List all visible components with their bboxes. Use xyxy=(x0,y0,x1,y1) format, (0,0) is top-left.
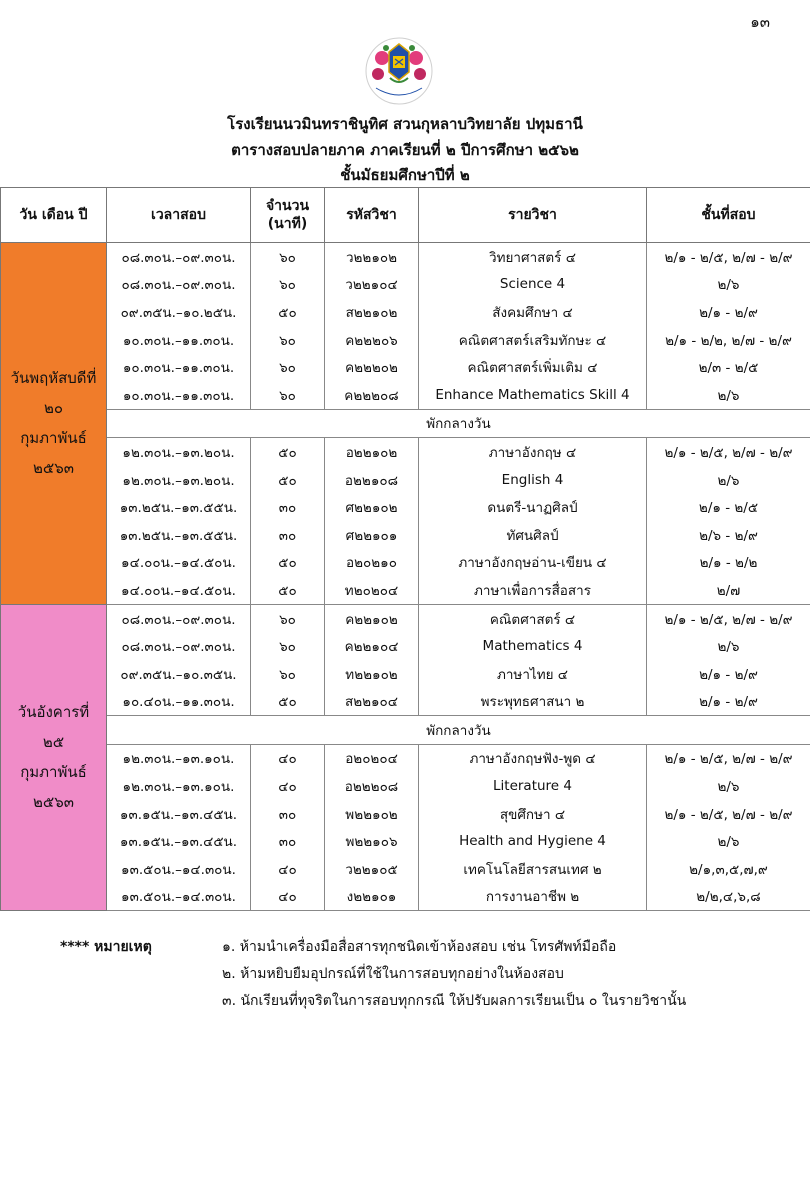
school-emblem-logo xyxy=(362,34,436,108)
cell-classes: ๒/๑ - ๒/๕, ๒/๗ - ๒/๙ xyxy=(647,604,810,632)
cell-subject: คณิตศาสตร์เสริมทักษะ ๔ xyxy=(419,326,647,354)
cell-code: ค๒๒๒๐๘ xyxy=(325,381,419,409)
cell-minutes: ๓๐ xyxy=(251,493,325,521)
cell-subject: Literature 4 xyxy=(419,772,647,800)
day-line: ๒๕ xyxy=(42,733,65,752)
lunch-break-label: พักกลางวัน xyxy=(107,409,810,438)
cell-minutes: ๖๐ xyxy=(251,632,325,660)
cell-minutes: ๕๐ xyxy=(251,298,325,326)
cell-subject: Science 4 xyxy=(419,271,647,299)
exam-schedule-table xyxy=(0,187,810,911)
cell-subject: Enhance Mathematics Skill 4 xyxy=(419,381,647,409)
cell-time: ๑๐.๓๐น.–๑๑.๓๐น. xyxy=(107,381,251,409)
day-line: วันอังคารที่ xyxy=(17,703,90,722)
cell-code: ว๒๒๑๐๔ xyxy=(325,271,419,299)
cell-code: ส๒๒๑๐๒ xyxy=(325,298,419,326)
school-name: โรงเรียนนวมินทราชินูทิศ สวนกุหลาบวิทยาลัย ปทุมธานี xyxy=(227,115,583,133)
cell-classes: ๒/๒,๔,๖,๘ xyxy=(647,883,810,911)
cell-classes: ๒/๑ - ๒/๕, ๒/๗ - ๒/๙ xyxy=(647,243,810,271)
day-line: วันพฤหัสบดีที่ xyxy=(10,369,97,388)
cell-time: ๐๙.๓๕น.–๑๐.๒๕น. xyxy=(107,298,251,326)
cell-subject: วิทยาศาสตร์ ๔ xyxy=(419,243,647,271)
table-row xyxy=(1,326,810,354)
cell-subject: ทัศนศิลป์ xyxy=(419,521,647,549)
header-subject: รายวิชา xyxy=(419,188,647,243)
table-row xyxy=(1,298,810,326)
cell-minutes: ๔๐ xyxy=(251,883,325,911)
table-row xyxy=(1,353,810,381)
cell-time: ๐๘.๓๐น.–๐๙.๓๐น. xyxy=(107,271,251,299)
cell-code: ค๒๒๒๐๒ xyxy=(325,353,419,381)
cell-classes: ๒/๖ xyxy=(647,772,810,800)
cell-code: อ๒๐๒๑๐ xyxy=(325,549,419,577)
cell-code: พ๒๒๑๐๖ xyxy=(325,827,419,855)
table-row xyxy=(1,549,810,577)
note-item: ๓. นักเรียนที่ทุจริตในการสอบทุกกรณี ให้ปรับผลการเรียนเป็น ๐ ในรายวิชานั้น xyxy=(222,993,687,1009)
header-minutes: จำนวน (นาที) xyxy=(251,188,325,243)
cell-code: ค๒๒๑๐๔ xyxy=(325,632,419,660)
break-row xyxy=(1,409,810,438)
cell-classes: ๒/๖ xyxy=(647,827,810,855)
cell-code: อ๒๒๑๐๘ xyxy=(325,466,419,494)
cell-time: ๑๒.๓๐น.–๑๓.๒๐น. xyxy=(107,438,251,466)
cell-minutes: ๕๐ xyxy=(251,688,325,716)
table-row xyxy=(1,744,810,772)
cell-code: ง๒๒๑๐๑ xyxy=(325,883,419,911)
cell-code: ค๒๒๑๐๒ xyxy=(325,604,419,632)
cell-classes: ๒/๓ - ๒/๕ xyxy=(647,353,810,381)
table-row xyxy=(1,576,810,604)
cell-subject: การงานอาชีพ ๒ xyxy=(419,883,647,911)
cell-time: ๐๘.๓๐น.–๐๙.๓๐น. xyxy=(107,604,251,632)
cell-code: ท๒๐๒๐๔ xyxy=(325,576,419,604)
cell-minutes: ๖๐ xyxy=(251,353,325,381)
cell-code: ศ๒๒๑๐๒ xyxy=(325,493,419,521)
day-line: กุมภาพันธ์ xyxy=(20,429,87,448)
table-row xyxy=(1,772,810,800)
table-row xyxy=(1,855,810,883)
break-row xyxy=(1,716,810,745)
cell-classes: ๒/๖ xyxy=(647,271,810,299)
cell-classes: ๒/๖ - ๒/๙ xyxy=(647,521,810,549)
cell-time: ๐๘.๓๐น.–๐๙.๓๐น. xyxy=(107,632,251,660)
cell-time: ๑๒.๓๐น.–๑๓.๒๐น. xyxy=(107,466,251,494)
cell-code: ว๒๒๑๐๕ xyxy=(325,855,419,883)
cell-subject: สังคมศึกษา ๔ xyxy=(419,298,647,326)
cell-minutes: ๔๐ xyxy=(251,855,325,883)
cell-time: ๑๐.๓๐น.–๑๑.๓๐น. xyxy=(107,326,251,354)
cell-classes: ๒/๖ xyxy=(647,381,810,409)
table-row xyxy=(1,438,810,466)
cell-time: ๑๓.๕๐น.–๑๔.๓๐น. xyxy=(107,855,251,883)
cell-classes: ๒/๗ xyxy=(647,576,810,604)
cell-subject: ภาษาอังกฤษ ๔ xyxy=(419,438,647,466)
header-time: เวลาสอบ xyxy=(107,188,251,243)
table-row xyxy=(1,381,810,409)
table-row xyxy=(1,493,810,521)
header-row xyxy=(1,188,810,243)
page-number: ๑๓ xyxy=(750,13,770,31)
note-item: ๑. ห้ามนำเครื่องมือสื่อสารทุกชนิดเข้าห้องสอบ เช่น โทรศัพท์มือถือ xyxy=(222,939,617,955)
table-row xyxy=(1,827,810,855)
cell-minutes: ๖๐ xyxy=(251,271,325,299)
header-classes: ชั้นที่สอบ xyxy=(647,188,810,243)
cell-subject: ภาษาอังกฤษอ่าน-เขียน ๔ xyxy=(419,549,647,577)
cell-minutes: ๕๐ xyxy=(251,466,325,494)
cell-minutes: ๕๐ xyxy=(251,576,325,604)
cell-minutes: ๓๐ xyxy=(251,521,325,549)
cell-subject: พระพุทธศาสนา ๒ xyxy=(419,688,647,716)
cell-time: ๐๘.๓๐น.–๐๙.๓๐น. xyxy=(107,243,251,271)
cell-time: ๑๔.๐๐น.–๑๔.๕๐น. xyxy=(107,549,251,577)
cell-minutes: ๓๐ xyxy=(251,827,325,855)
cell-minutes: ๕๐ xyxy=(251,438,325,466)
cell-code: พ๒๒๑๐๒ xyxy=(325,800,419,828)
cell-minutes: ๓๐ xyxy=(251,800,325,828)
cell-code: ค๒๒๒๐๖ xyxy=(325,326,419,354)
cell-code: ส๒๒๑๐๔ xyxy=(325,688,419,716)
cell-classes: ๒/๑ - ๒/๕, ๒/๗ - ๒/๙ xyxy=(647,800,810,828)
cell-minutes: ๖๐ xyxy=(251,604,325,632)
cell-classes: ๒/๑ - ๒/๒ xyxy=(647,549,810,577)
cell-subject: ภาษาเพื่อการสื่อสาร xyxy=(419,576,647,604)
cell-time: ๑๓.๑๕น.–๑๓.๔๕น. xyxy=(107,827,251,855)
table-row xyxy=(1,521,810,549)
cell-time: ๑๔.๐๐น.–๑๔.๕๐น. xyxy=(107,576,251,604)
table-row xyxy=(1,660,810,688)
cell-time: ๑๓.๒๕น.–๑๓.๕๕น. xyxy=(107,521,251,549)
header-day: วัน เดือน ปี xyxy=(1,188,107,243)
day-line: ๒๐ xyxy=(43,399,64,418)
cell-code: อ๒๒๒๐๘ xyxy=(325,772,419,800)
schedule-title: ตารางสอบปลายภาค ภาคเรียนที่ ๒ ปีการศึกษา ๒๕๖๒ xyxy=(231,141,579,159)
table-row xyxy=(1,800,810,828)
cell-code: ว๒๒๑๐๒ xyxy=(325,243,419,271)
cell-classes: ๒/๑ - ๒/๕ xyxy=(647,493,810,521)
cell-classes: ๒/๑ - ๒/๕, ๒/๗ - ๒/๙ xyxy=(647,438,810,466)
cell-code: อ๒๒๑๐๒ xyxy=(325,438,419,466)
cell-classes: ๒/๑ - ๒/๙ xyxy=(647,688,810,716)
header-code: รหัสวิชา xyxy=(325,188,419,243)
table-row xyxy=(1,632,810,660)
cell-code: อ๒๐๒๐๔ xyxy=(325,744,419,772)
cell-minutes: ๖๐ xyxy=(251,660,325,688)
grade-title: ชั้นมัธยมศึกษาปีที่ ๒ xyxy=(340,166,470,184)
day-cell xyxy=(1,243,107,605)
cell-subject: Health and Hygiene 4 xyxy=(419,827,647,855)
cell-subject: ภาษาไทย ๔ xyxy=(419,660,647,688)
day-cell xyxy=(1,604,107,911)
cell-code: ท๒๒๑๐๒ xyxy=(325,660,419,688)
cell-subject: ดนตรี-นาฏศิลป์ xyxy=(419,493,647,521)
day-line: กุมภาพันธ์ xyxy=(20,763,87,782)
cell-minutes: ๖๐ xyxy=(251,381,325,409)
table-row xyxy=(1,604,810,632)
cell-time: ๑๓.๕๐น.–๑๔.๓๐น. xyxy=(107,883,251,911)
lunch-break-label: พักกลางวัน xyxy=(107,716,810,745)
notes-label: **** หมายเหตุ xyxy=(60,939,152,955)
cell-subject: คณิตศาสตร์ ๔ xyxy=(419,604,647,632)
day-line: ๒๕๖๓ xyxy=(32,793,74,812)
table-row xyxy=(1,243,810,271)
table-row xyxy=(1,883,810,911)
cell-classes: ๒/๖ xyxy=(647,466,810,494)
cell-minutes: ๔๐ xyxy=(251,772,325,800)
cell-time: ๑๐.๔๐น.–๑๑.๓๐น. xyxy=(107,688,251,716)
note-item: ๒. ห้ามหยิบยืมอุปกรณ์ที่ใช้ในการสอบทุกอย่างในห้องสอบ xyxy=(222,966,564,982)
cell-time: ๑๓.๑๕น.–๑๓.๔๕น. xyxy=(107,800,251,828)
cell-subject: คณิตศาสตร์เพิ่มเติม ๔ xyxy=(419,353,647,381)
table-row xyxy=(1,466,810,494)
cell-subject: Mathematics 4 xyxy=(419,632,647,660)
cell-time: ๑๓.๒๕น.–๑๓.๕๕น. xyxy=(107,493,251,521)
cell-time: ๑๒.๓๐น.–๑๓.๑๐น. xyxy=(107,772,251,800)
cell-time: ๐๙.๓๕น.–๑๐.๓๕น. xyxy=(107,660,251,688)
cell-subject: ภาษาอังกฤษฟัง-พูด ๔ xyxy=(419,744,647,772)
cell-minutes: ๖๐ xyxy=(251,243,325,271)
cell-classes: ๒/๑ - ๒/๙ xyxy=(647,660,810,688)
cell-time: ๑๐.๓๐น.–๑๑.๓๐น. xyxy=(107,353,251,381)
cell-classes: ๒/๑ - ๒/๒, ๒/๗ - ๒/๙ xyxy=(647,326,810,354)
cell-classes: ๒/๑,๓,๕,๗,๙ xyxy=(647,855,810,883)
cell-minutes: ๖๐ xyxy=(251,326,325,354)
cell-minutes: ๕๐ xyxy=(251,549,325,577)
cell-classes: ๒/๖ xyxy=(647,632,810,660)
table-row xyxy=(1,688,810,716)
cell-classes: ๒/๑ - ๒/๙ xyxy=(647,298,810,326)
cell-subject: สุขศึกษา ๔ xyxy=(419,800,647,828)
cell-minutes: ๔๐ xyxy=(251,744,325,772)
cell-time: ๑๒.๓๐น.–๑๓.๑๐น. xyxy=(107,744,251,772)
day-line: ๒๕๖๓ xyxy=(32,459,74,478)
cell-subject: เทคโนโลยีสารสนเทศ ๒ xyxy=(419,855,647,883)
cell-subject: English 4 xyxy=(419,466,647,494)
cell-code: ศ๒๒๑๐๑ xyxy=(325,521,419,549)
cell-classes: ๒/๑ - ๒/๕, ๒/๗ - ๒/๙ xyxy=(647,744,810,772)
table-row xyxy=(1,271,810,299)
